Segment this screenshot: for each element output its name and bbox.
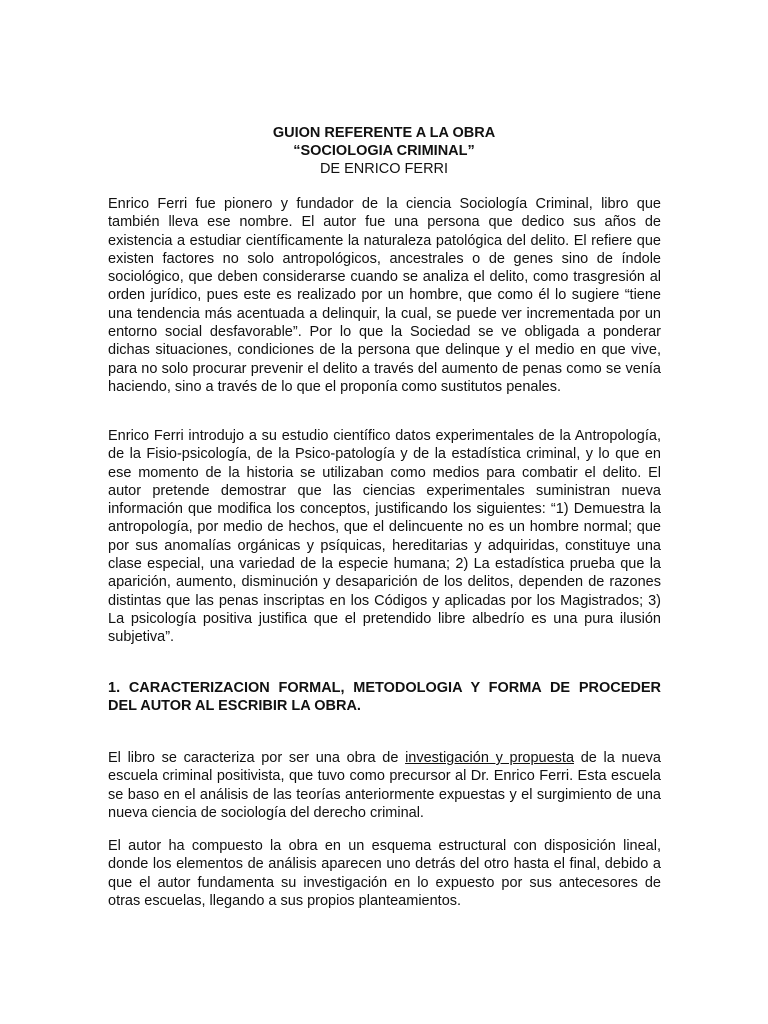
title-line-1: GUION REFERENTE A LA OBRA: [272, 125, 496, 141]
paragraph-characterization: [108, 749, 661, 822]
section-heading-1: 1. CARACTERIZACION FORMAL, METODOLOGIA Y FORMA DE PROCEDER DEL AUTOR AL ESCRIBIR LA OBRA.: [108, 680, 661, 715]
paragraph-experimental: Enrico Ferri introdujo a su estudio científico datos experimentales de la Antropología, de la Fisio-psicología, de la Psico-patología y de la estadística criminal, y lo que en ese momento de la historia se utilizaban como medios para combatir el delito. El autor pretende demostrar que las ciencias experimentales suministran nueva información que modifica los conceptos, justificando los siguientes: “1) Demuestra la antropología, por medio de hechos, que el delincuente no es un hombre normal; que por sus anomalías orgánicas y psíquicas, hereditarias y adquiridas, constituye una clase especial, una variedad de la especie humana; 2) La estadística prueba que la aparición, aumento, disminución y desaparición de los delitos, dependen de razones distintas que las penas inscriptas en los Códigos y aplicadas por los Magistrados; 3) La psicología positiva justifica que el pretendido libre albedrío es una pura ilusión subjetiva”.: [108, 428, 661, 646]
title-line-2: “SOCIOLOGIA CRIMINAL”: [293, 143, 475, 159]
paragraph-intro: Enrico Ferri fue pionero y fundador de la ciencia Sociología Criminal, libro que también lleva ese nombre. El autor fue una persona que dedico sus años de existencia a estudiar científicamente la naturaleza patológica del delito. El refiere que existen factores no solo antropológicos, ancestrales o de genes sino de índole sociológico, que deben considerarse cuando se analiza el delito, como trasgresión al orden jurídico, pues este es realizado por un hombre, que como él lo sugiere “tiene una tendencia más acentuada a delinquir, la cual, se puede ver incrementada por un entorno social desfavorable”. Por lo que la Sociedad se ve obligada a ponderar dichas situaciones, condiciones de la persona que delinque y el medio en que vive, para no solo procurar prevenir el delito a través del aumento de penas como se venía haciendo, sino a través de lo que el proponía como sustitutos penales.: [108, 196, 661, 395]
document-title: [0, 124, 768, 178]
paragraph-structure: El autor ha compuesto la obra en un esquema estructural con disposición lineal, donde los elementos de análisis aparecen uno detrás del otro hasta el final, debido a que el autor fundamenta su investigación en lo expuesto por sus antecesores de otras escuelas, llegando a sus propios planteamientos.: [108, 838, 661, 909]
paragraph-text-before: El libro se caracteriza por ser una obra de: [108, 750, 406, 766]
paragraph-text-after: de la nueva escuela criminal positivista, que tuvo como precursor al Dr. Enrico Ferri. Esta escuela se baso en el análisis de las teorías anteriormente expuestas y el surgimiento de una nueva ciencia de sociología del derecho criminal.: [108, 750, 661, 821]
underlined-phrase: investigación y propuesta: [405, 750, 575, 766]
title-line-3: DE ENRICO FERRI: [319, 161, 449, 177]
